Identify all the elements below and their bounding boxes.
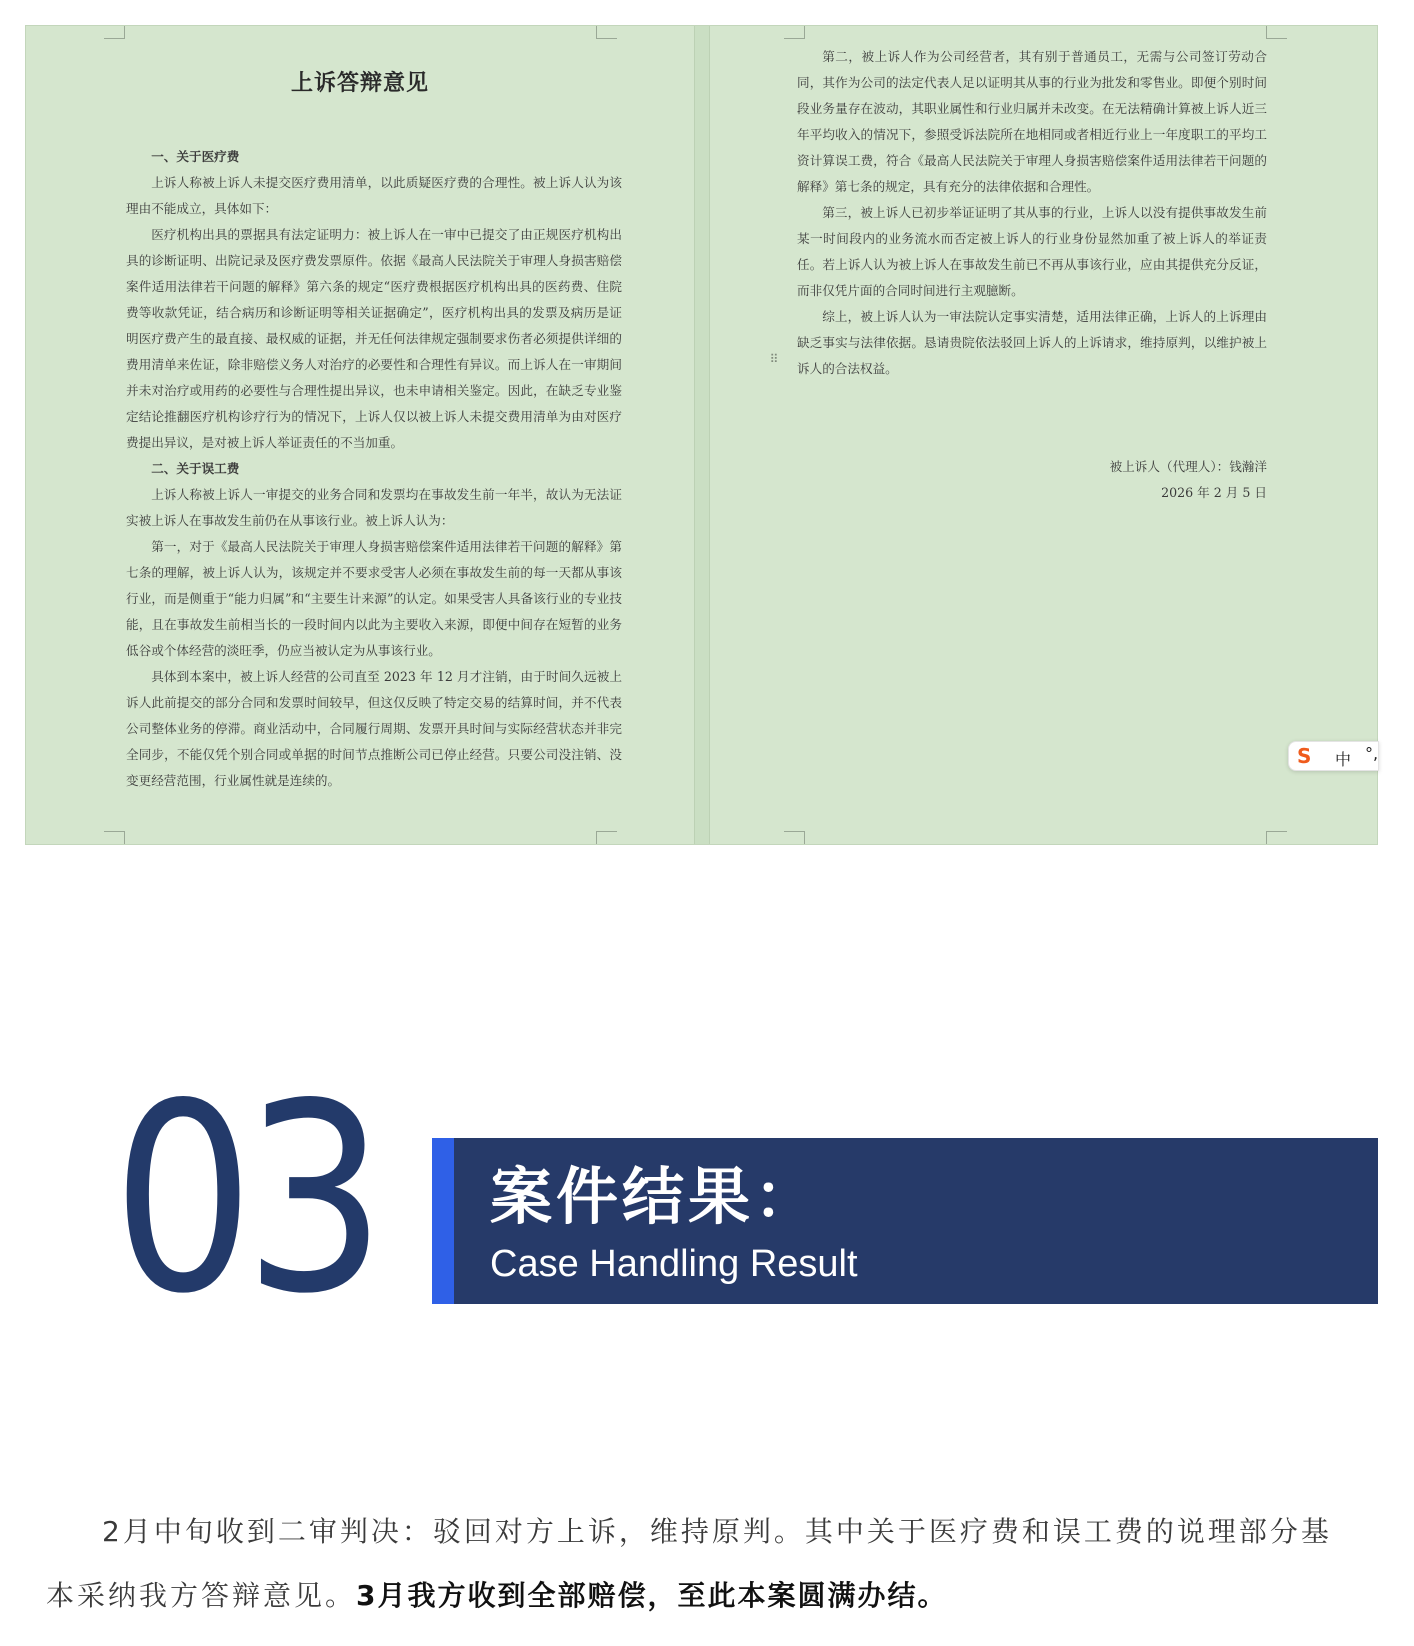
section-title: 案件结果： (490, 1160, 821, 1233)
paragraph: 具体到本案中，被上诉人经营的公司直至 2023 年 12 月才注销，由于时间久远被上诉人此前提交的部分合同和发票时间较早，但这仅反映了特定交易的结算时间，并不代表公司整体业务的停滞。商业活动中，合同履行周期、发票开具时间与实际经营状态并非完全同步，不能仅凭个别合同或单据的时间节点推断公司已停止经营。只要公司没注销、没变更经营范围，行业属性就是连续的。 (126, 669, 622, 788)
document-screenshot (25, 25, 1378, 845)
document-body-right (797, 44, 1267, 382)
section-banner (432, 1138, 1378, 1304)
paragraph: 上诉人称被上诉人未提交医疗费用清单，以此质疑医疗费的合理性。被上诉人认为该理由不能成立，具体如下： (126, 175, 622, 216)
drag-handle-icon[interactable]: ⠿ (769, 352, 779, 366)
ime-logo-icon[interactable]: S (1297, 744, 1312, 768)
ime-language-toggle[interactable]: 中 (1335, 750, 1352, 769)
ime-toolbar[interactable] (1288, 741, 1379, 771)
paragraph: 综上，被上诉人认为一审法院认定事实清楚，适用法律正确，上诉人的上诉理由缺乏事实与法律依据。恳请贵院依法驳回上诉人的上诉请求，维持原判，以维护被上诉人的合法权益。 (797, 309, 1267, 376)
section-heading: 一、关于医疗费 (151, 149, 240, 164)
crop-mark (784, 26, 805, 39)
section-subtitle: Case Handling Result (490, 1243, 858, 1285)
paragraph: 第三，被上诉人已初步举证证明了其从事的行业，上诉人以没有提供事故发生前某一时间段内的业务流水而否定被上诉人的行业身份显然加重了被上诉人的举证责任。若上诉人认为被上诉人在事故发生前已不再从事该行业，应由其提供充分反证，而非仅凭片面的合同时间进行主观臆断。 (797, 205, 1267, 298)
section-heading: 二、关于误工费 (151, 461, 240, 476)
paragraph: 第二，被上诉人作为公司经营者，其有别于普通员工，无需与公司签订劳动合同，其作为公司的法定代表人足以证明其从事的行业为批发和零售业。即便个别时间段业务量存在波动，其职业属性和行业归属并未改变。在无法精确计算被上诉人近三年平均收入的情况下，参照受诉法院所在地相同或者相近行业上一年度职工的平均工资计算误工费，符合《最高人民法院关于审理人身损害赔偿案件适用法律若干问题的解释》第七条的规定，具有充分的法律依据和合理性。 (797, 49, 1267, 194)
crop-mark (104, 831, 125, 844)
crop-mark (104, 26, 125, 39)
page-gap (694, 26, 710, 844)
document-title: 上诉答辩意见 (290, 70, 429, 96)
section-number: 03 (112, 1049, 376, 1351)
crop-mark (596, 26, 617, 39)
result-paragraph (46, 1500, 1352, 1628)
crop-mark (1266, 831, 1287, 844)
document-date: 2026 年 2 月 5 日 (1161, 485, 1267, 500)
crop-mark (1266, 26, 1287, 39)
document-body-left (126, 144, 622, 794)
crop-mark (784, 831, 805, 844)
paragraph: 医疗机构出具的票据具有法定证明力：被上诉人在一审中已提交了由正规医疗机构出具的诊断证明、出院记录及医疗费发票原件。依据《最高人民法院关于审理人身损害赔偿案件适用法律若干问题的解释》第六条的规定“医疗费根据医疗机构出具的医药费、住院费等收款凭证，结合病历和诊断证明等相关证据确定”，医疗机构出具的发票及病历是证明医疗费产生的最直接、最权威的证据，并无任何法律规定强制要求伤者必须提供详细的费用清单来佐证，除非赔偿义务人对治疗的必要性和合理性有异议。而上诉人在一审期间并未对治疗或用药的必要性与合理性提出异议，也未申请相关鉴定。因此，在缺乏专业鉴定结论推翻医疗机构诊疗行为的情况下，上诉人仅以被上诉人未提交费用清单为由对医疗费提出异议，是对被上诉人举证责任的不当加重。 (126, 227, 622, 450)
result-text-bold: 3月我方收到全部赔偿，至此本案圆满办结。 (356, 1579, 948, 1612)
paragraph: 上诉人称被上诉人一审提交的业务合同和发票均在事故发生前一年半，故认为无法证实被上诉人在事故发生前仍在从事该行业。被上诉人认为： (126, 487, 622, 528)
banner-accent-bar (432, 1138, 454, 1304)
ime-punctuation-toggle[interactable]: °, (1365, 744, 1379, 763)
crop-mark (596, 831, 617, 844)
paragraph: 第一，对于《最高人民法院关于审理人身损害赔偿案件适用法律若干问题的解释》第七条的理解，被上诉人认为，该规定并不要求受害人必须在事故发生前的每一天都从事该行业，而是侧重于“能力归属”和“主要生计来源”的认定。如果受害人具备该行业的专业技能，且在事故发生前相当长的一段时间内以此为主要收入来源，即便中间存在短暂的业务低谷或个体经营的淡旺季，仍应当被认定为从事该行业。 (126, 539, 622, 658)
document-page-left (26, 26, 694, 844)
document-page-right (710, 26, 1377, 844)
result-text-normal: 2月中旬收到二审判决：驳回对方上诉，维持原判。其中关于医疗费和误工费的说理部分基本采纳我方答辩意见。 (46, 1515, 1332, 1612)
signature: 被上诉人（代理人）：钱瀚洋 (1109, 459, 1267, 474)
